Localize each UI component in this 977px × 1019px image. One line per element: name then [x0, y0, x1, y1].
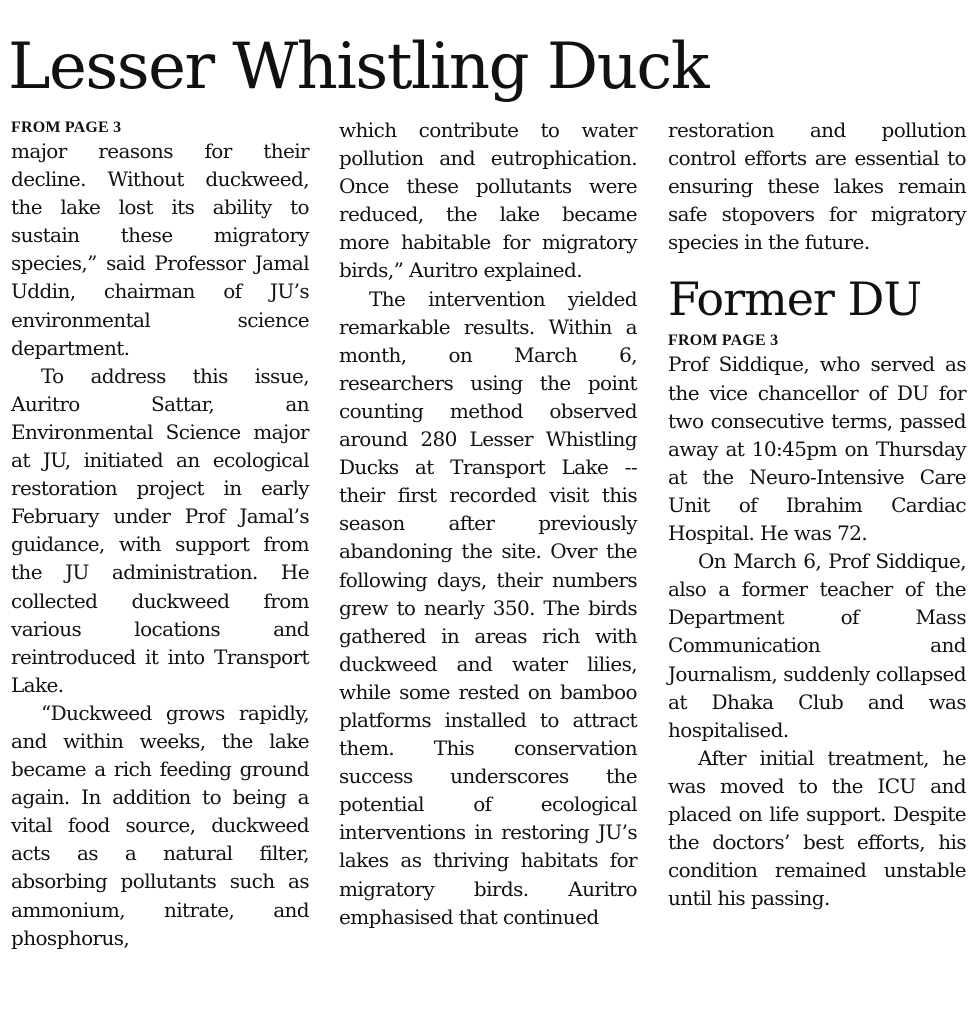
- paragraph: After initial treatment, he was moved to the ICU and placed on life support. Despite the doctors’ best efforts, his condition remained unstable until his passing.: [668, 745, 966, 911]
- continued-from-label: FROM PAGE 3: [11, 119, 122, 136]
- paragraph: “Duckweed grows rapidly, and within weeks, the lake became a rich feeding ground again. In addition to being a vital food source, duckweed acts as a natural filter, absorbing pollutants such as ammonium, nitrate, and phosphorus,: [11, 700, 309, 950]
- article-headline: Lesser Whistling Duck: [8, 30, 709, 104]
- paragraph: which contribute to water pollution and eutrophication. Once these pollutants were reduced, the lake became more habitable for migratory birds,” Auritro explained.: [339, 118, 637, 283]
- paragraph: The intervention yielded remarkable results. Within a month, on March 6, researchers using the point counting method observed around 280 Lesser Whistling Ducks at Transport Lake -- their first recorded visit this season after previously abandoning the site. Over the following days, their numbers grew to nearly 350. The birds gathered in areas rich with duckweed and water lilies, while some rested on bamboo platforms installed to attract them. This conservation success underscores the potential of ecological interventions in restoring JU’s lakes as thriving habitats for migratory birds. Auritro emphasised that continued: [339, 286, 637, 929]
- column-2: [339, 116, 637, 931]
- paragraph: Prof Siddique, who served as the vice chancellor of DU for two consecutive terms, passed away at 10:45pm on Thursday at the Neuro-Intensive Care Unit of Ibrahim Cardiac Hospital. He was 72.: [668, 352, 966, 546]
- paragraph: On March 6, Prof Siddique, also a former teacher of the Department of Mass Communication and Journalism, suddenly collapsed at Dhaka Club and was hospitalised.: [668, 549, 966, 742]
- paragraph: To address this issue, Auritro Sattar, an Environmental Science major at JU, initiated an ecological restoration project in early February under Prof Jamal’s guidance, with support from the JU administration. He collected duckweed from various locations and reintroduced it into Transport Lake.: [11, 363, 309, 697]
- column-3: [668, 116, 966, 912]
- continued-from-label: FROM PAGE 3: [668, 332, 779, 350]
- second-article-headline: Former DU: [668, 272, 922, 327]
- paragraph: major reasons for their decline. Without duckweed, the lake lost its ability to sustain these migratory species,” said Professor Jamal Uddin, chairman of JU’s environmental science department.: [11, 139, 309, 360]
- paragraph: restoration and pollution control efforts are essential to ensuring these lakes remain safe stopovers for migratory species in the future.: [668, 118, 966, 255]
- column-1: [11, 116, 309, 952]
